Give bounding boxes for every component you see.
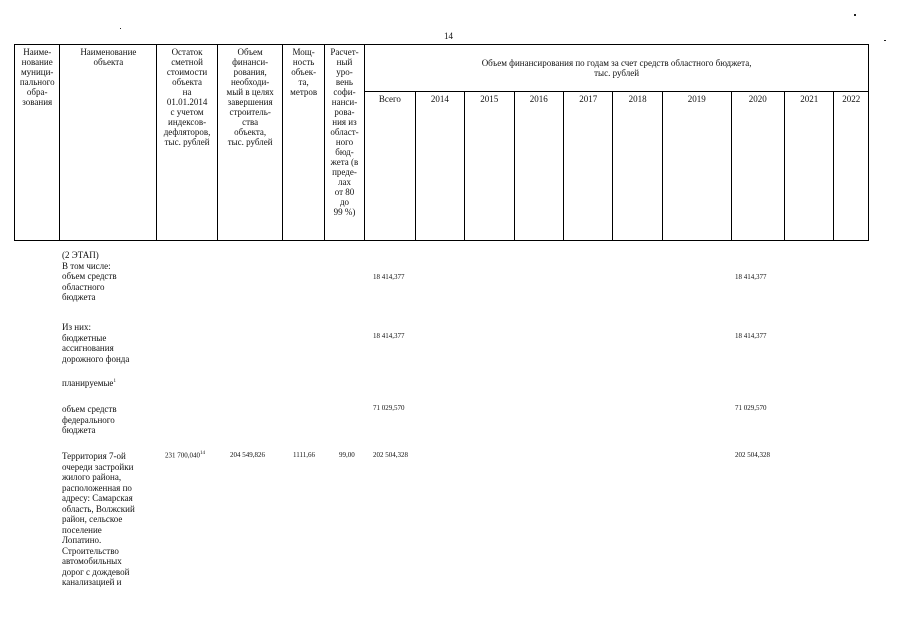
row-label: планируемые$^1$ [62,378,116,388]
header-year: 2015 [465,92,514,241]
header-remaining-cost: Остаток сметной стоимости объекта на 01.01.2014 с учетом индексов- дефляторов, тыс. рублей [157,45,218,241]
footnote-mark: 14 [200,451,205,456]
header-municipality: Наиме- нование муници- пального обра- зования [15,45,60,241]
footnote-mark: 1 [113,379,116,384]
header-year: 2017 [563,92,612,241]
row-remaining-cost: 231 700,040$^{14}$ [165,451,205,460]
page-number: 14 [444,31,453,41]
row-cofinancing-level: 99,00 [339,451,355,459]
header-year: 2020 [731,92,784,241]
row-label: (2 ЭТАП) В том числе: объем средств областного бюджета [62,250,117,302]
row-2020: 18 414,377 [735,273,767,281]
row-funding-needed: 204 549,826 [230,451,265,459]
header-year: 2018 [613,92,662,241]
row-total: 202 504,328 [373,451,408,459]
header-funding-by-year: Объем финансирования по годам за счет средств областного бюджета, тыс. рублей [365,45,869,92]
header-year: 2022 [834,92,869,241]
header-capacity: Мощ- ность объек- та, метров [283,45,324,241]
row-total: 71 029,570 [373,404,405,412]
scan-speck [884,40,886,41]
row-label: Из них: бюджетные ассигнования дорожного фонда [62,322,130,364]
scan-speck [120,28,121,29]
row-label: Территория 7-ой очереди застройки жилого района, расположенная по адресу: Самарская область, Волжский район, сельское поселение Лопатино. Строительство автомобильных дорог с дождевой канализацией и [62,451,135,587]
row-2020: 71 029,570 [735,404,767,412]
header-year: 2016 [514,92,563,241]
row-total: 18 414,377 [373,273,405,281]
row-total: 18 414,377 [373,332,405,340]
header-funding-needed: Объем финанси- рования, необходи- мый в целях завершения строитель- ства объекта, тыс. рублей [217,45,283,241]
header-year: 2019 [662,92,731,241]
header-year: 2014 [415,92,464,241]
header-total: Всего [365,92,415,241]
header-table [14,44,869,241]
scan-speck [854,14,856,16]
header-object: Наименование объекта [60,45,157,241]
row-2020: 202 504,328 [735,451,770,459]
header-cofinancing-level: Расчет- ный уро- вень софи- нанси- рова- ния из област- ного бюд- жета (в преде- лах от 80 до 99 %) [324,45,364,241]
header-year: 2021 [785,92,834,241]
row-2020: 18 414,377 [735,332,767,340]
row-capacity: 1111,66 [293,451,315,459]
row-label: объем средств федерального бюджета [62,404,117,435]
